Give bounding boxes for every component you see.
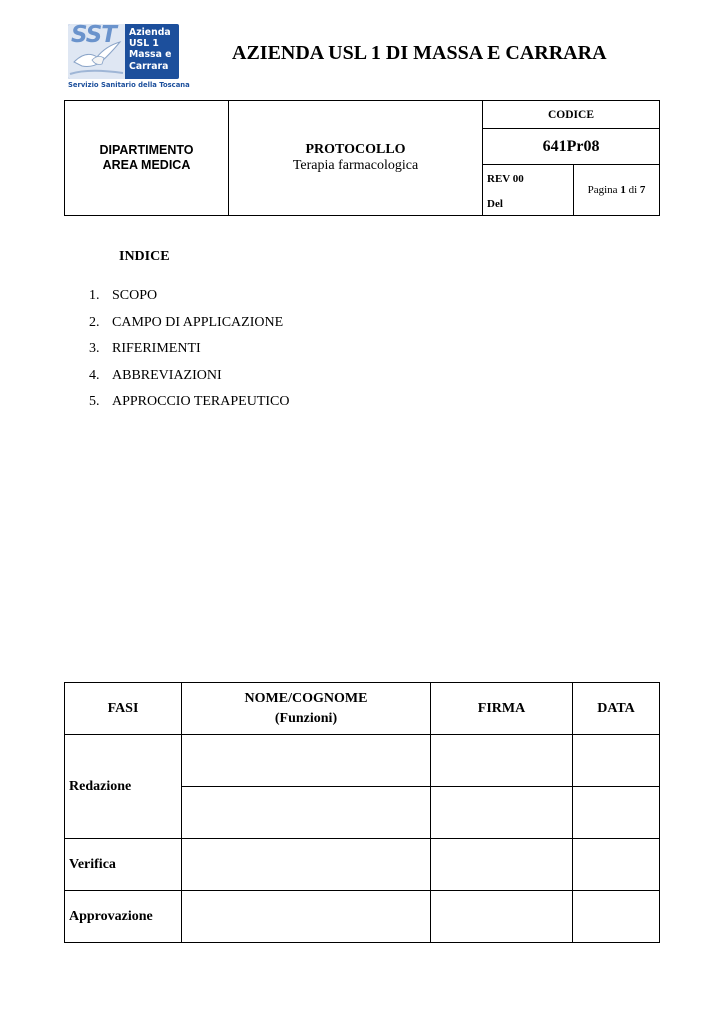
department-line: DIPARTIMENTO (99, 143, 194, 157)
header-data: DATA (573, 683, 660, 735)
index-item-number: 3. (89, 341, 100, 356)
protocol-cell (229, 101, 483, 216)
index-item (89, 368, 290, 395)
page-counter (574, 165, 660, 216)
page-separator: di (628, 184, 638, 196)
index-item (89, 341, 290, 368)
index-item-number: 5. (89, 394, 100, 409)
index-item-label: CAMPO DI APPLICAZIONE (112, 314, 284, 330)
cell-data (573, 787, 660, 839)
logo-bird-panel (68, 24, 125, 79)
row-label-redazione: Redazione (65, 735, 182, 839)
revision-cell (483, 165, 574, 216)
index-title: INDICE (119, 249, 170, 264)
logo (68, 24, 190, 90)
codice-value: 641Pr08 (483, 129, 660, 165)
department-cell (65, 101, 229, 216)
row-label-verifica: Verifica (65, 839, 182, 891)
header-funzioni-label: (Funzioni) (274, 710, 338, 726)
index-item-label: SCOPO (112, 288, 158, 303)
cell-nome (182, 787, 431, 839)
page-title: AZIENDA USL 1 DI MASSA E CARRARA (232, 42, 607, 64)
index-item (89, 315, 290, 342)
row-label-approvazione: Approvazione (65, 891, 182, 943)
protocol-label: PROTOCOLLO (305, 142, 406, 157)
page-current: 1 (620, 184, 626, 196)
cell-data (573, 735, 660, 787)
logo-line: Azienda (129, 27, 171, 38)
protocol-title: Terapia farmacologica (292, 158, 419, 173)
index-item (89, 394, 290, 421)
logo-line: Carrara (129, 60, 169, 72)
page-total: 7 (639, 184, 646, 196)
revision-number: REV 00 (487, 173, 524, 185)
logo-line: Massa e (129, 49, 172, 61)
cell-data (573, 839, 660, 891)
header-nome-cognome (182, 683, 431, 735)
header-firma: FIRMA (431, 683, 573, 735)
seagull-icon (68, 24, 125, 79)
index-item (89, 288, 290, 315)
approval-table (64, 682, 660, 943)
cell-nome (182, 839, 431, 891)
logo-badge (68, 24, 179, 79)
logo-footer: Servizio Sanitario della Toscana (68, 81, 190, 89)
index-list (89, 288, 290, 421)
index-item-label: ABBREVIAZIONI (112, 367, 222, 383)
cell-firma (431, 839, 573, 891)
index-item-number: 2. (89, 314, 100, 330)
cell-nome (182, 891, 431, 943)
header-nome-label: NOME/COGNOME (244, 690, 368, 706)
index-item-number: 4. (89, 367, 100, 383)
logo-mark: SST (71, 24, 116, 48)
cell-firma (431, 735, 573, 787)
revision-date-label: Del (487, 198, 503, 210)
header-fasi: FASI (65, 683, 182, 735)
index-item-number: 1. (89, 288, 100, 303)
codice-label: CODICE (483, 101, 660, 129)
logo-line: USL 1 (129, 38, 159, 50)
cell-firma (431, 787, 573, 839)
document-header-table (64, 100, 660, 216)
logo-text (129, 27, 171, 72)
cell-data (573, 891, 660, 943)
page-label: Pagina (587, 184, 618, 196)
index-item-label: RIFERIMENTI (112, 341, 201, 356)
cell-nome (182, 735, 431, 787)
cell-firma (431, 891, 573, 943)
index-item-label: APPROCCIO TERAPEUTICO (112, 394, 290, 409)
department-line: AREA MEDICA (102, 158, 191, 172)
